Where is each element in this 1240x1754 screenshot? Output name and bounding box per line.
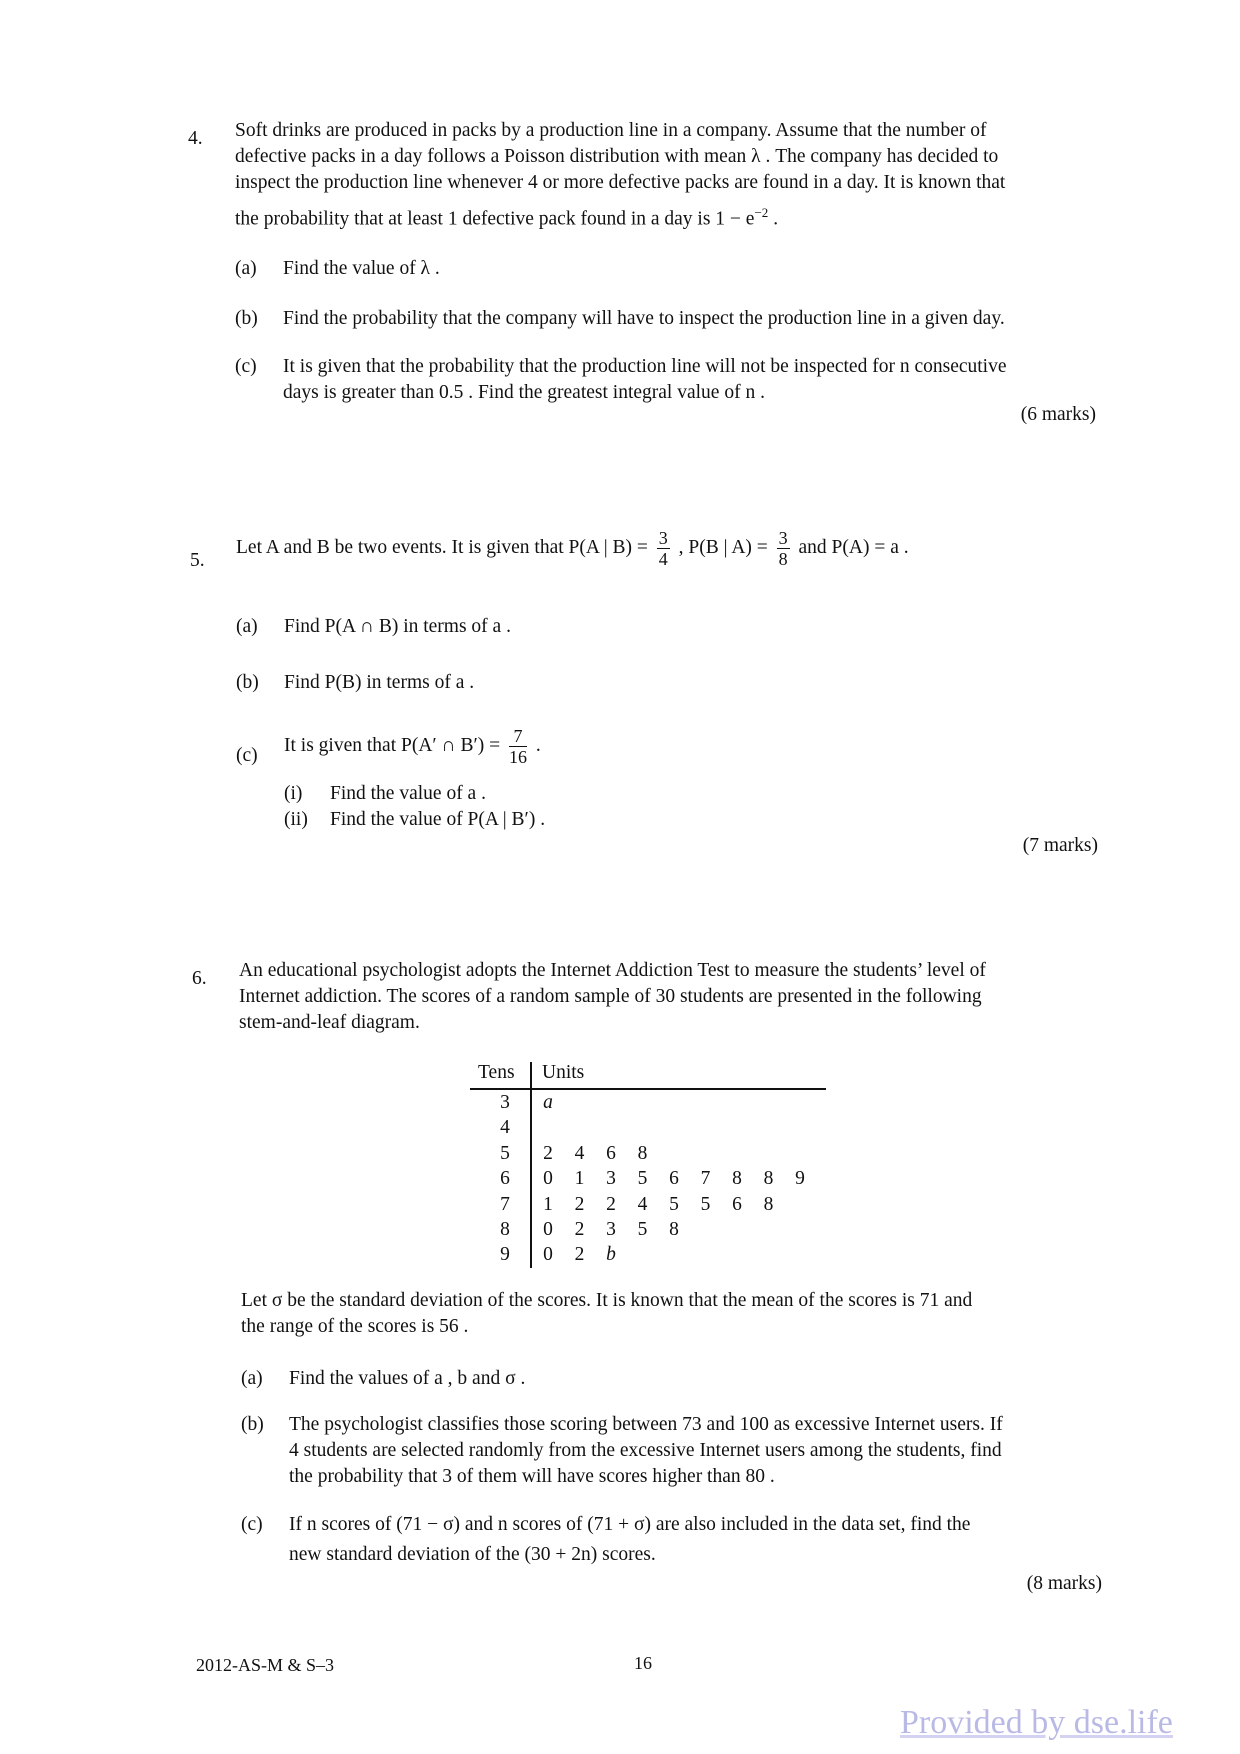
question-5-number: 5. (190, 550, 205, 571)
q6-line-1: An educational psychologist adopts the Internet Addiction Test to measure the students’ level of (239, 960, 986, 981)
leaf: 1 (543, 1193, 553, 1215)
header-units: Units (542, 1062, 585, 1083)
leaf: 3 (606, 1168, 616, 1190)
q5-part-c: (c) It is given that P(A′ ∩ B′) = $\frac{7}{16}$ . (236, 726, 541, 767)
stem-7: 7 (500, 1193, 510, 1215)
leaf: 6 (669, 1168, 679, 1190)
q6-after-2: the range of the scores is 56 . (241, 1316, 469, 1337)
q6-line-3: stem-and-leaf diagram. (239, 1012, 420, 1033)
question-6-stem (239, 958, 1099, 1036)
leaf: 7 (700, 1168, 711, 1190)
q6-marks: (8 marks) (1026, 1573, 1102, 1594)
leaf: 5 (637, 1168, 648, 1190)
leaf: 4 (574, 1142, 585, 1164)
leaf: 3 (606, 1219, 616, 1240)
leaf: 8 (732, 1168, 742, 1190)
stem-8: 8 (500, 1219, 510, 1240)
fraction-3-4: $\frac{3}{4}$ (658, 528, 668, 569)
leaf: 4 (637, 1193, 648, 1215)
leaf: 5 (700, 1193, 711, 1215)
question-4-number: 4. (188, 128, 203, 149)
header-tens: Tens (478, 1062, 515, 1083)
leaf: a (543, 1092, 553, 1113)
leaf: 6 (732, 1193, 742, 1215)
leaf: 2 (574, 1193, 585, 1215)
stem-and-leaf-diagram (470, 1058, 830, 1266)
question-5-stem: Let A and B be two events. It is given that P(A | B) = $\frac{3}{4}$ , P(B | A) = $\frac{3}{8}$ and P(A) = a . (236, 528, 909, 569)
q4-line-2: defective packs in a day follows a Poisson distribution with mean λ . The company has decided to (235, 146, 999, 167)
stem-divider (530, 1062, 532, 1268)
leaf: 9 (795, 1168, 805, 1190)
leaf: 2 (543, 1142, 553, 1164)
stem-6: 6 (500, 1168, 510, 1190)
leaf: 2 (574, 1219, 585, 1240)
leaf: 6 (606, 1142, 616, 1164)
leaf: b (606, 1244, 616, 1266)
question-6-number: 6. (192, 968, 207, 989)
stem-4: 4 (500, 1117, 510, 1139)
leaf: 8 (763, 1193, 774, 1215)
q4-marks: (6 marks) (1020, 404, 1096, 425)
page-number: 16 (634, 1653, 652, 1673)
leaf: 5 (669, 1193, 679, 1215)
q4-line-1: Soft drinks are produced in packs by a production line in a company. Assume that the number of (235, 120, 987, 141)
leaf: 8 (763, 1168, 774, 1190)
leaf: 0 (543, 1168, 553, 1190)
leaf: 8 (637, 1142, 648, 1164)
question-6-info (241, 1288, 1101, 1340)
leaf: 2 (606, 1193, 616, 1215)
paper-code: 2012-AS-M & S–3 (196, 1655, 335, 1675)
watermark-link[interactable]: Provided by dse.life (900, 1704, 1173, 1741)
stem-3: 3 (500, 1092, 510, 1113)
leaf: 8 (669, 1219, 679, 1240)
leaf: 5 (637, 1219, 648, 1240)
q4-line-3: inspect the production line whenever 4 or more defective packs are found in a day. It is known that (235, 172, 1006, 193)
leaf: 2 (574, 1244, 585, 1266)
q6-after-1: Let σ be the standard deviation of the scores. It is known that the mean of the scores is 71 and (241, 1290, 973, 1311)
fraction-7-16: $\frac{7}{16}$ (509, 726, 528, 767)
leaf: 1 (574, 1168, 585, 1190)
question-4-stem (235, 118, 1095, 233)
q5-marks: (7 marks) (1022, 835, 1098, 856)
q6-line-2: Internet addiction. The scores of a random sample of 30 students are presented in the following (239, 986, 982, 1007)
q4-line-4: the probability that at least 1 defective pack found in a day is $1 - e^{-2}$ . (235, 205, 779, 230)
leaf: 0 (543, 1244, 553, 1266)
header-rule (470, 1088, 826, 1090)
fraction-3-8: $\frac{3}{8}$ (778, 528, 788, 569)
stem-9: 9 (500, 1244, 510, 1266)
leaf: 0 (543, 1219, 553, 1240)
stem-5: 5 (500, 1142, 510, 1164)
